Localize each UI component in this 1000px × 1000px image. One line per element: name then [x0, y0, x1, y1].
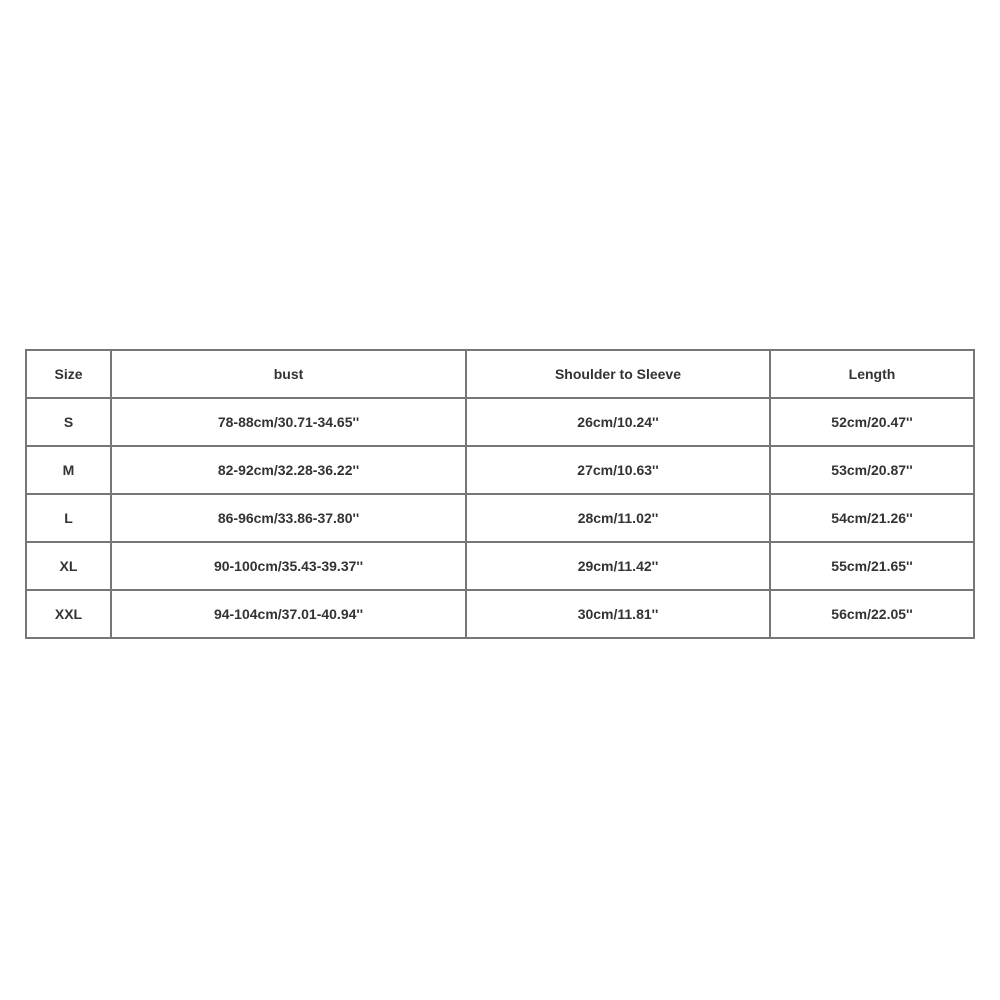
cell-shoulder-to-sleeve: 29cm/11.42'' [466, 542, 770, 590]
cell-shoulder-to-sleeve: 26cm/10.24'' [466, 398, 770, 446]
cell-size: XL [26, 542, 111, 590]
cell-bust: 94-104cm/37.01-40.94'' [111, 590, 466, 638]
table-row [26, 494, 974, 542]
table-row [26, 398, 974, 446]
cell-shoulder-to-sleeve: 28cm/11.02'' [466, 494, 770, 542]
table-row [26, 446, 974, 494]
cell-bust: 90-100cm/35.43-39.37'' [111, 542, 466, 590]
table-header-row [26, 350, 974, 398]
cell-size: XXL [26, 590, 111, 638]
header-bust: bust [111, 350, 466, 398]
cell-length: 55cm/21.65'' [770, 542, 974, 590]
cell-bust: 86-96cm/33.86-37.80'' [111, 494, 466, 542]
cell-length: 54cm/21.26'' [770, 494, 974, 542]
cell-length: 52cm/20.47'' [770, 398, 974, 446]
size-chart-table [25, 349, 975, 639]
header-length: Length [770, 350, 974, 398]
header-size: Size [26, 350, 111, 398]
cell-bust: 82-92cm/32.28-36.22'' [111, 446, 466, 494]
table-row [26, 542, 974, 590]
cell-length: 56cm/22.05'' [770, 590, 974, 638]
cell-shoulder-to-sleeve: 30cm/11.81'' [466, 590, 770, 638]
cell-length: 53cm/20.87'' [770, 446, 974, 494]
cell-size: L [26, 494, 111, 542]
cell-bust: 78-88cm/30.71-34.65'' [111, 398, 466, 446]
cell-size: M [26, 446, 111, 494]
table-row [26, 590, 974, 638]
cell-shoulder-to-sleeve: 27cm/10.63'' [466, 446, 770, 494]
cell-size: S [26, 398, 111, 446]
header-shoulder-to-sleeve: Shoulder to Sleeve [466, 350, 770, 398]
